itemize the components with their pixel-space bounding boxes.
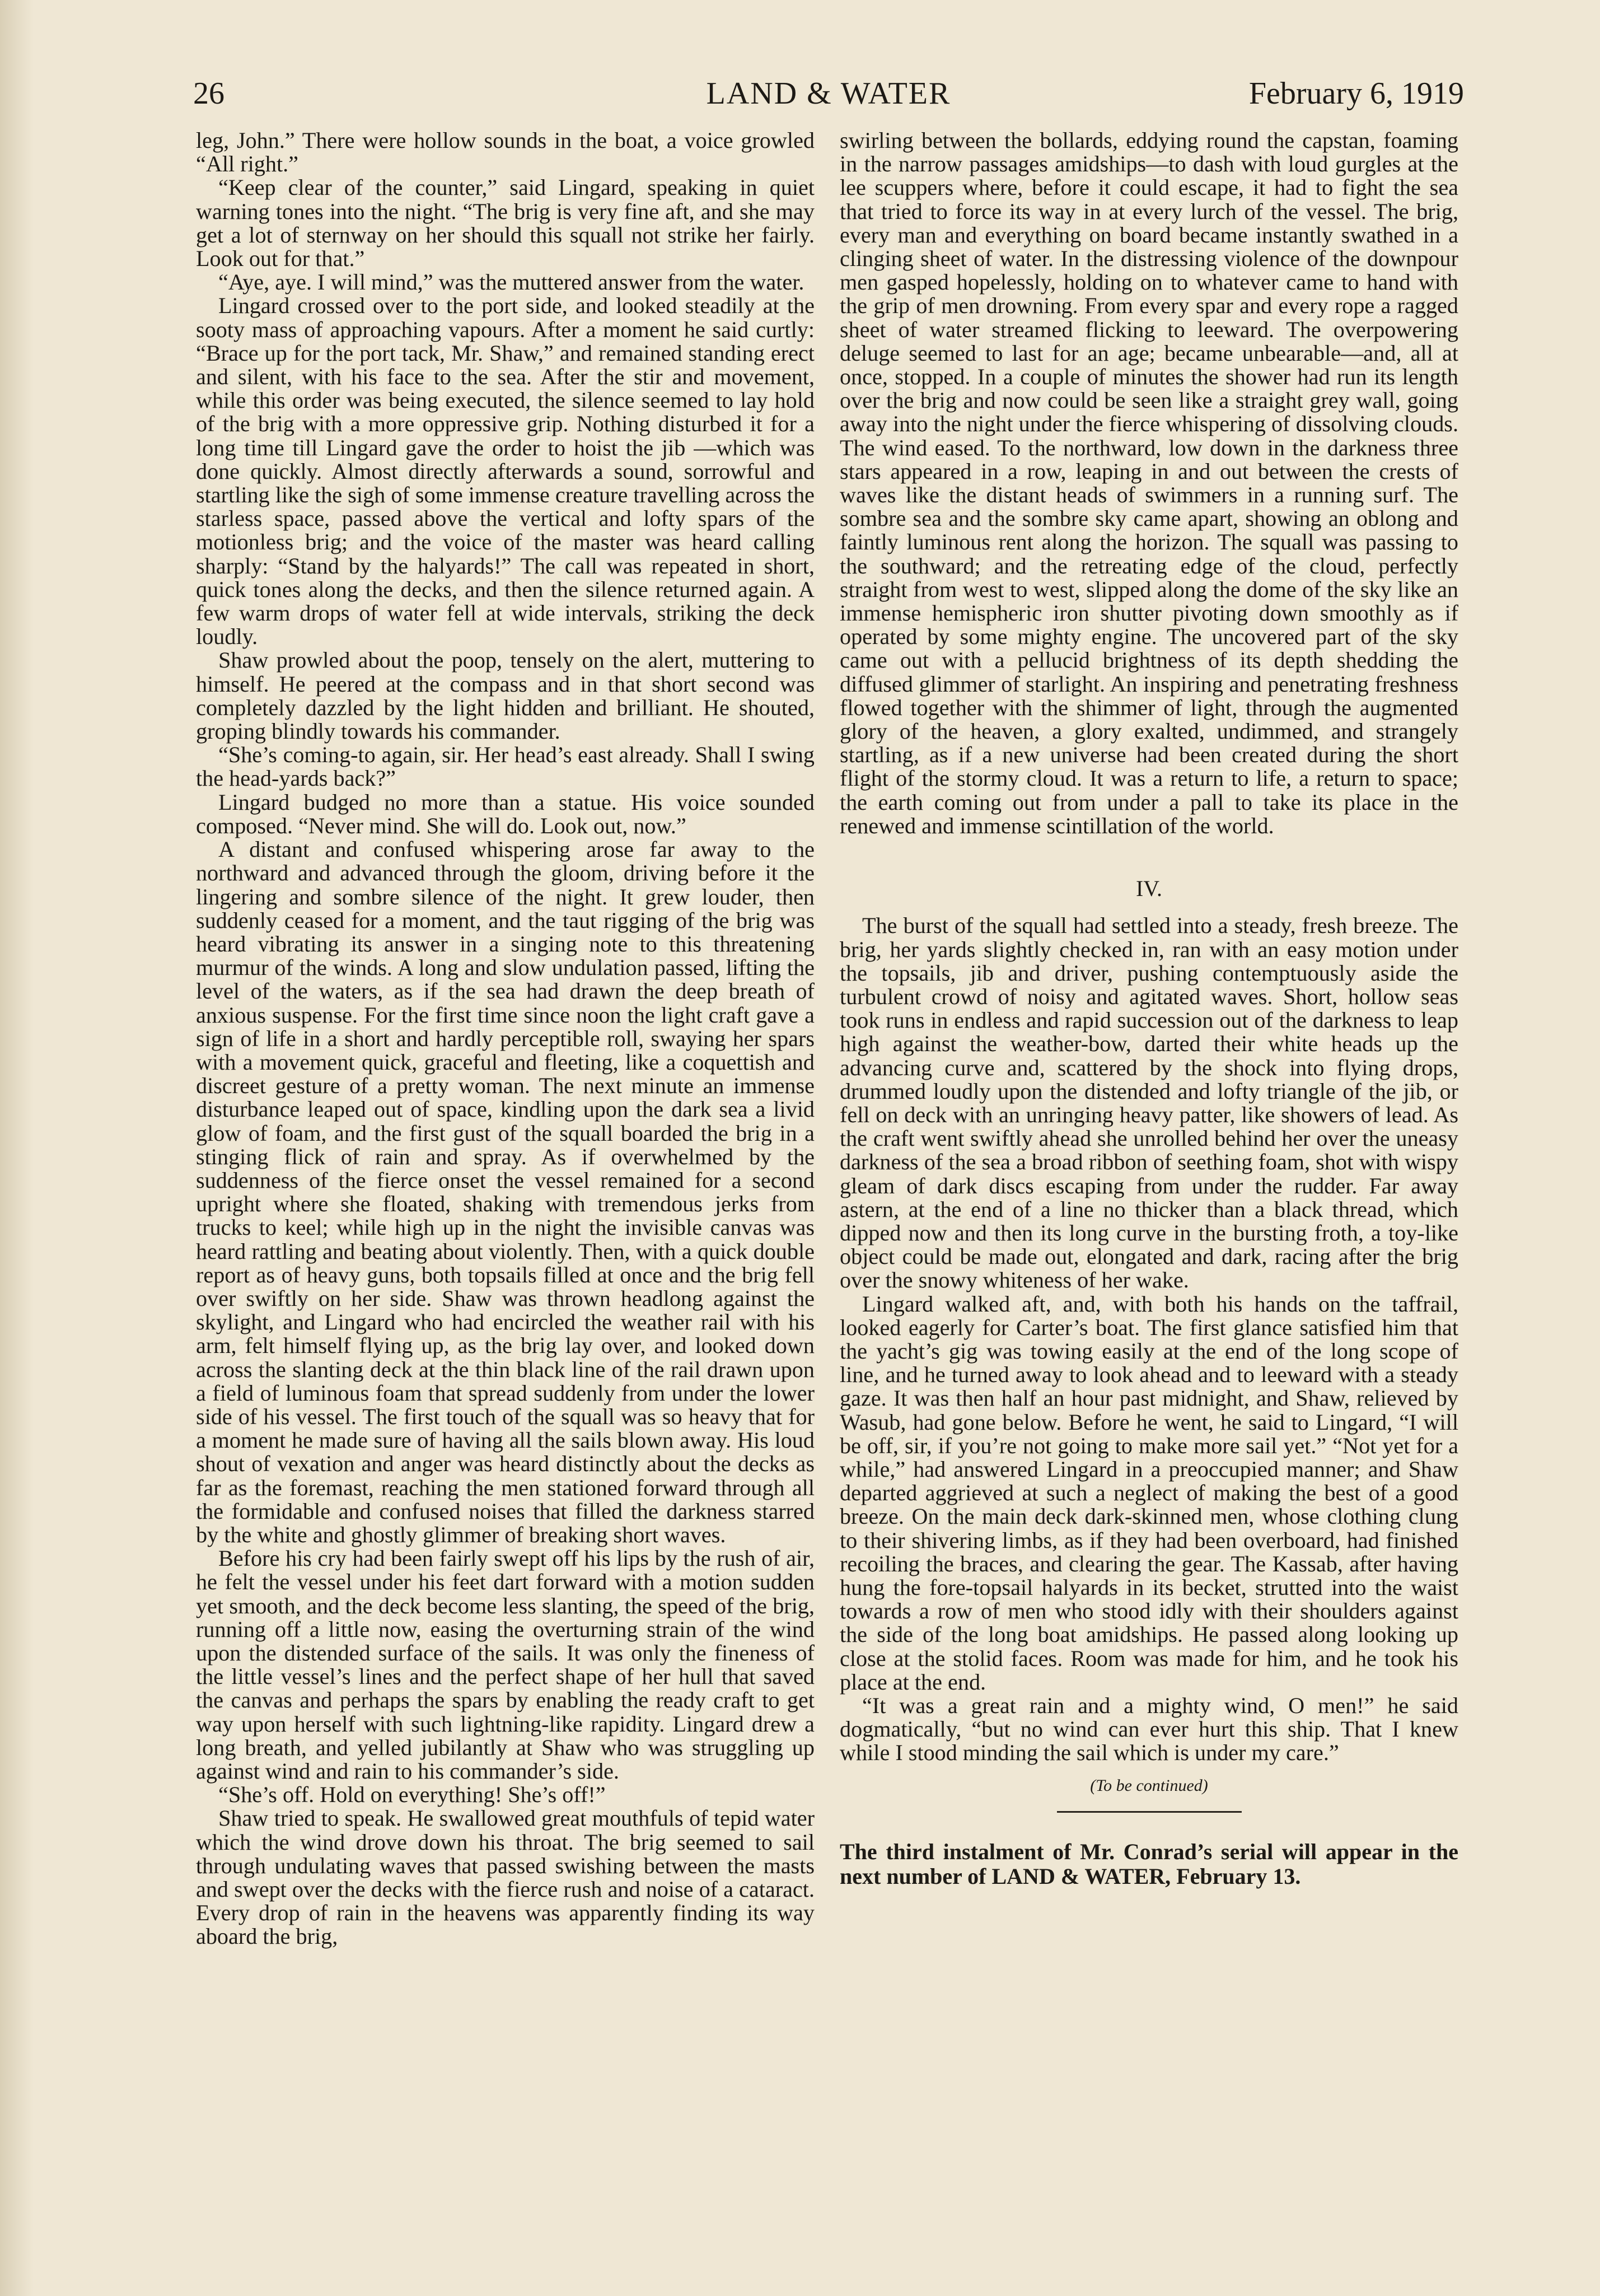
to-be-continued: (To be continued) [1090,1776,1208,1795]
paragraph: “Aye, aye. I will mind,” was the muttered answer from the water. [218,269,804,295]
paragraph: A distant and confused whispering arose far away to the northward and advanced through the gloom, driving before it the lingering and sombre silence of the night. It grew louder, then suddenly ceased for a moment, and the taut rigging of the brig was heard vibrating its answer in a singing note to this threatening murmur of the winds. A long and slow undulation passed, lifting the level of the waters, as if the sea had drawn the deep breath of anxious suspense. For the first time since noon the light craft gave a sign of life in a short and hardly perceptible roll, swaying her spars with a movement quick, graceful and fleeting, like a coquettish and discreet gesture of a pretty woman. The next minute an immense disturbance leaped out of space, kindling upon the dark sea a livid glow of foam, and the first gust of the squall boarded the brig in a stinging flick of rain and spray. As if overwhelmed by the suddenness of the fierce onset the vessel remained for a second upright where she floated, shaking with tremendous jerks from trucks to keel; while high up in the night the invisible canvas was heard rattling and beating about violently. Then, with a quick double report as of heavy guns, both topsails filled at once and the brig fell over swiftly on her side. Shaw was thrown headlong against the skylight, and Lingard who had encircled the weather rail with his arm, felt himself flying up, as the brig lay over, and looked down across the slanting deck at the thin black line of the rail drawn upon a field of luminous foam that spread suddenly from under the lower side of his vessel. The first touch of the squall was so heavy that for a moment he made sure of having all the sails blown away. His loud shout of vexation and anger was heard distinctly about the decks as far as the foremast, reaching the men stationed forward through all the formidable and confused noises that filled the darkness starred by the white and ghostly glimmer of breaking short waves. [196,837,815,1547]
section-number: IV. [1135,876,1163,902]
paragraph: Lingard crossed over to the port side, and looked steadily at the sooty mass of approaching vapours. After a moment he said curtly: “Brace up for the port tack, Mr. Shaw,” and remained standing erect and silent, with his face to the sea. After the stir and movement, while this order was being executed, the silence seemed to lay hold of the brig with a more oppressive grip. Nothing disturbed it for a long time till Lingard gave the order to hoist the jib —which was done quickly. Almost directly afterwards a sound, sorrowful and startling like the sigh of some immense creature travelling across the starless space, passed above the vertical and lofty spars of the motionless brig; and the voice of the master was heard calling sharply: “Stand by the halyards!” The call was repeated in short, quick tones along the decks, and then the silence returned again. A few warm drops of water fell at wide intervals, striking the deck loudly. [196,293,815,650]
paragraph: leg, John.” There were hollow sounds in the boat, a voice growled “All right.” [196,128,815,177]
issue-date: February 6, 1919 [1248,76,1464,111]
page-number: 26 [193,76,224,111]
paragraph: Shaw prowled about the poop, tensely on the alert, muttering to himself. He peered at the compass and in that short second was completely dazzled by the light hidden and brilliant. He shouted, groping blindly towards his commander. [196,647,815,744]
paragraph: “She’s off. Hold on everything! She’s off!” [218,1782,606,1808]
paragraph: The burst of the squall had settled into a steady, fresh breeze. The brig, her yards slightly checked in, ran with an easy motion under the topsails, jib and driver, pushing contemptuously aside the turbulent crowd of noisy and agitated waves. Short, hollow seas took runs in endless and rapid succession out of the darkness to leap high against the weather-bow, darted their white heads up the advancing curve and, scattered by the shock into flying drops, drummed loudly upon the distended and lofty triangle of the jib, or fell on deck with an unringing heavy patter, like showers of lead. As the craft went swiftly ahead she unrolled behind her over the uneasy darkness of the sea a broad ribbon of seething foam, shot with wispy gleam of dark discs escaping from under the rudder. Far away astern, at the end of a line no thicker than a black thread, which dipped now and then its long curve in the bursting froth, a toy-like object could be made out, elongated and dark, racing after the brig over the snowy whiteness of her wake. [840,913,1458,1293]
left-column [196,129,815,1949]
paragraph: Lingard budged no more than a statue. His voice sounded composed. “Never mind. She will do. Look out, now.” [196,789,815,838]
paragraph: Before his cry had been fairly swept off his lips by the rush of air, he felt the vessel under his feet dart forward with a motion sudden yet smooth, and the deck become less slanting, the speed of the brig, running off a little now, easing the overturning strain of the wind upon the distended surface of the sails. It was only the fineness of the little vessel’s lines and the perfect shape of her hull that saved the canvas and perhaps the spars by enabling the ready craft to get way upon herself with such lightning-like rapidity. Lingard drew a long breath, and yelled jubilantly at Shaw who was struggling up against wind and rain to his commander’s side. [196,1546,815,1784]
binding-shadow [0,0,34,2296]
right-column [840,129,1458,1889]
paragraph: Lingard walked aft, and, with both his hands on the taffrail, looked eagerly for Carter’s boat. The first glance satisfied him that the yacht’s gig was towing easily at the end of the long scope of line, and he turned away to look ahead and to leeward with a steady gaze. It was then half an hour past midnight, and Shaw, relieved by Wasub, had gone below. Before he went, he said to Lingard, “I will be off, sir, if you’re not going to make more sail yet.” “Not yet for a while,” had answered Lingard in a preoccupied manner; and Shaw departed aggrieved at such a neglect of making the best of a good breeze. On the main deck dark-skinned men, whose clothing clung to their shivering limbs, as if they had been overboard, had finished recoiling the braces, and clearing the gear. The Kassab, after having hung the fore-topsail halyards in its becket, strutted into the waist towards a row of men who stood idly with their shoulders against the side of the long boat amidships. He passed along looking up close at the stolid faces. Room was made for him, and he took his place at the end. [840,1291,1458,1695]
divider [1057,1811,1242,1813]
paragraph: swirling between the bollards, eddying round the capstan, foaming in the narrow passages amidships—to dash with loud gurgles at the lee scuppers where, before it could escape, it had to fight the sea that tried to force its way in at every lurch of the vessel. The brig, every man and everything on board became instantly swathed in a clinging sheet of water. In the distressing violence of the downpour men gasped hopelessly, holding on to whatever came to hand with the grip of men drowning. From every spar and every rope a ragged sheet of water streamed flicking to leeward. The overpowering deluge seemed to last for an age; became unbearable—and, all at once, stopped. In a couple of minutes the shower had run its length over the brig and now could be seen like a straight grey wall, going away into the night under the fierce whispering of dissolving clouds. The wind eased. To the northward, low down in the darkness three stars appeared in a row, leaping in and out between the crests of waves like the distant heads of swimmers in a running surf. The sombre sea and the sombre sky came apart, showing an oblong and faintly luminous rent along the horizon. The squall was passing to the southward; and the retreating edge of the cloud, perfectly straight from west to west, slipped along the dome of the sky like an immense hemispheric iron shutter pivoting down smoothly as if operated by some mighty engine. The uncovered part of the sky came out with a pellucid brightness of its depth shedding the diffused glimmer of starlight. An inspiring and penetrating freshness flowed together with the shimmer of light, through the augmented glory of the heaven, a glory exalted, undimmed, and strangely startling, as if a new universe had been created during the short flight of the stormy cloud. It was a return to life, a return to space; the earth coming out from under a pall to take its place in the renewed and immense scintillation of the world. [840,128,1458,838]
page-header [193,76,1464,115]
paragraph: Shaw tried to speak. He swallowed great mouthfuls of tepid water which the wind drove down his throat. The brig seemed to sail through undulating waves that passed swishing between the masts and swept over the decks with the fierce rush and noise of a cataract. Every drop of rain in the heavens was apparently finding its way aboard the brig, [196,1805,815,1949]
paragraph: “Keep clear of the counter,” said Lingard, speaking in quiet warning tones into the night. “The brig is very fine aft, and she may get a lot of sternway on her should this squall not strike her fairly. Look out for that.” [196,175,815,272]
publication-title: LAND & WATER [706,76,951,111]
paragraph: “It was a great rain and a mighty wind, O men!” he said dogmatically, “but no wind can ever hurt this ship. That I knew while I stood minding the sail which is under my care.” [840,1693,1458,1766]
paragraph: “She’s coming-to again, sir. Her head’s east already. Shall I swing the head-yards back?” [196,742,815,791]
footer-note: The third instalment of Mr. Conrad’s serial will appear in the next number of LAND & WATER, February 13. [840,1838,1458,1889]
